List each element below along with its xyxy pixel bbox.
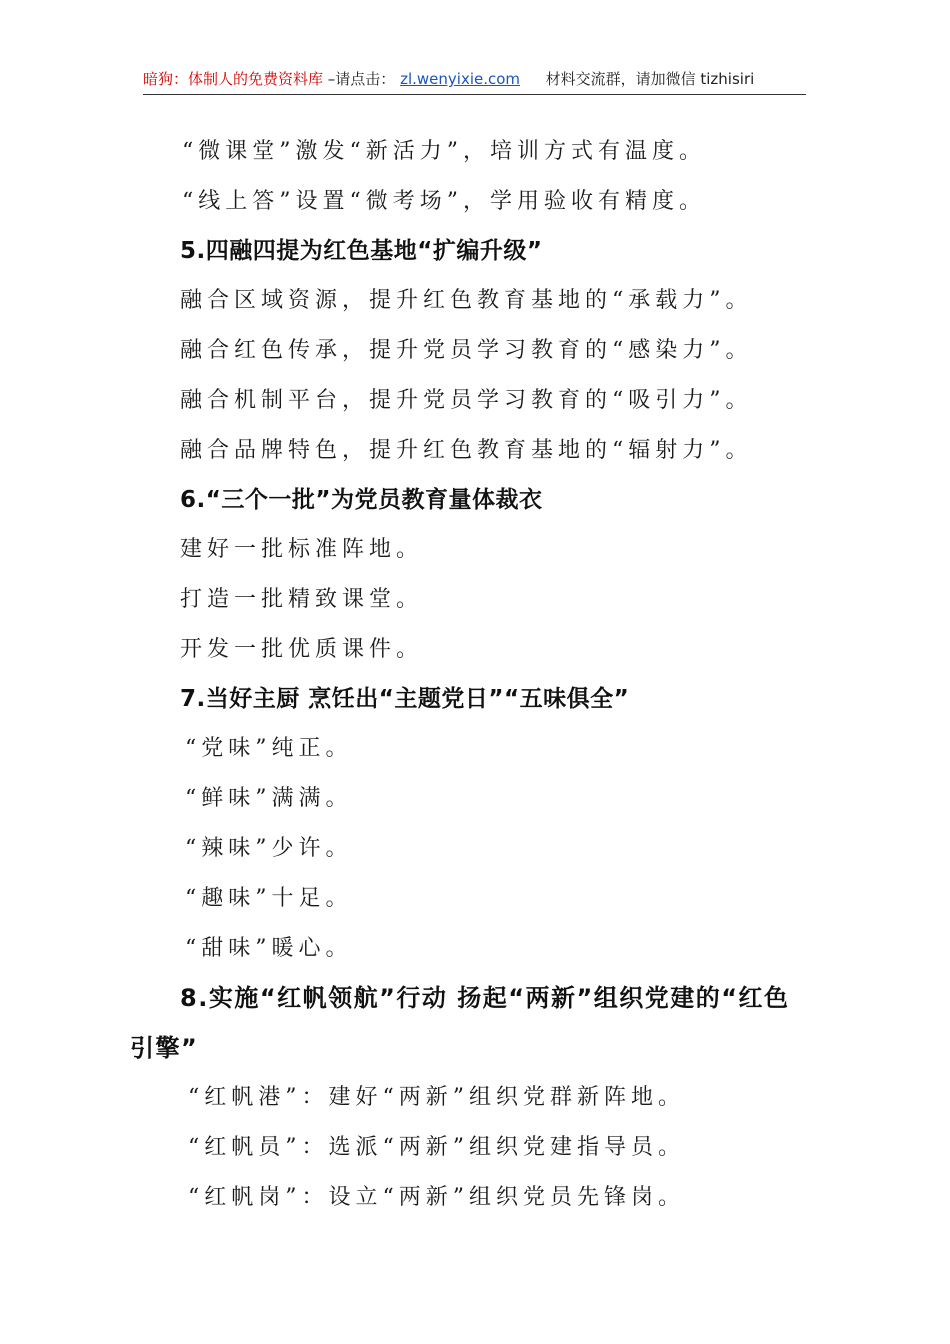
paragraph-line: “线上答”设置“微考场”，学用验收有精度。 bbox=[182, 189, 706, 214]
paragraph-line: “鲜味”满满。 bbox=[185, 786, 353, 811]
paragraph-line: “微课堂”激发“新活力”，培训方式有温度。 bbox=[182, 139, 706, 164]
page-header bbox=[143, 66, 806, 95]
paragraph-line: “红帆岗”：设立“两新”组织党员先锋岗。 bbox=[188, 1185, 685, 1210]
header-site-name: 暗狗：体制人的免费资料库 bbox=[143, 70, 324, 88]
paragraph-line: 融合机制平台，提升党员学习教育的“吸引力”。 bbox=[180, 388, 753, 413]
paragraph-line: 建好一批标准阵地。 bbox=[180, 537, 424, 562]
section-heading-6: 6.“三个一批”为党员教育量体裁衣 bbox=[180, 487, 543, 513]
paragraph-line: 开发一批优质课件。 bbox=[180, 637, 424, 662]
section-heading-7: 7.当好主厨 烹饪出“主题党日”“五味俱全” bbox=[180, 686, 630, 712]
paragraph-line: “党味”纯正。 bbox=[185, 736, 353, 761]
paragraph-line: 融合品牌特色，提升红色教育基地的“辐射力”。 bbox=[180, 438, 753, 463]
paragraph-line: 融合红色传承，提升党员学习教育的“感染力”。 bbox=[180, 338, 753, 363]
header-group-note: 材料交流群，请加微信 tizhisiri bbox=[545, 70, 755, 88]
header-click-prompt: –请点击： bbox=[327, 70, 396, 88]
paragraph-line: “甜味”暖心。 bbox=[185, 936, 353, 961]
paragraph-line: “红帆港”：建好“两新”组织党群新阵地。 bbox=[188, 1085, 685, 1110]
section-heading-5: 5.四融四提为红色基地“扩编升级” bbox=[180, 238, 543, 264]
section-heading-8-cont: 引擎” bbox=[130, 1034, 199, 1062]
paragraph-line: 打造一批精致课堂。 bbox=[180, 587, 424, 612]
header-link[interactable]: zl.wenyixie.com bbox=[400, 70, 521, 88]
paragraph-line: “红帆员”：选派“两新”组织党建指导员。 bbox=[188, 1135, 685, 1160]
section-heading-8: 8.实施“红帆领航”行动 扬起“两新”组织党建的“红色 bbox=[180, 984, 790, 1012]
paragraph-line: “辣味”少许。 bbox=[185, 836, 353, 861]
paragraph-line: “趣味”十足。 bbox=[185, 886, 353, 911]
paragraph-line: 融合区域资源，提升红色教育基地的“承载力”。 bbox=[180, 288, 753, 313]
